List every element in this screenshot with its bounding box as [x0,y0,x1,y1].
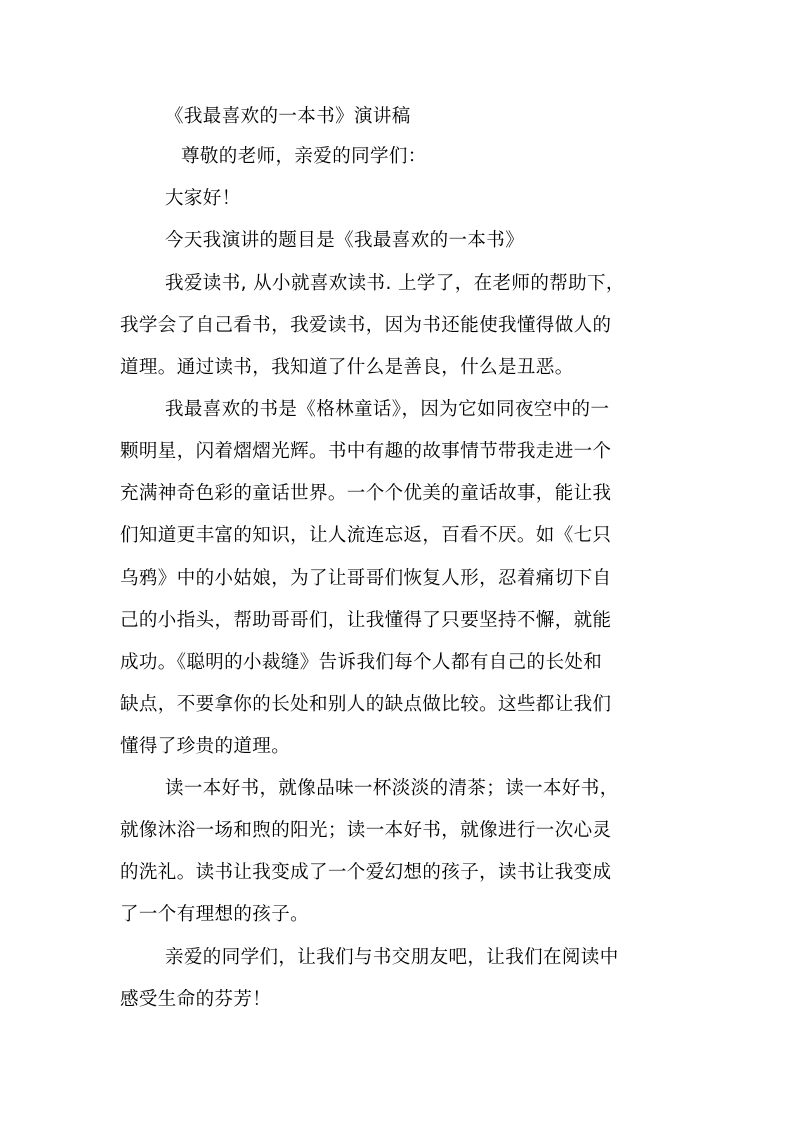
paragraph-2-line-7: 成功。《聪明的小裁缝》告诉我们每个人都有自己的长处和 [120,652,603,673]
paragraph-2-line-5: 乌鸦》中的小姑娘，为了让哥哥们恢复人形，忍着痛切下自 [120,568,612,589]
paragraph-2-line-9: 懂得了珍贵的道理。 [120,736,291,757]
hello-line: 大家好！ [165,188,241,209]
paragraph-2-line-8: 缺点，不要拿你的长处和别人的缺点做比较。这些都让我们 [120,694,612,715]
paragraph-4-line-2: 感受生命的芬芳！ [120,989,272,1010]
paragraph-3-line-3: 的洗礼。读书让我变成了一个爱幻想的孩子，读书让我变成 [120,862,612,883]
paragraph-2-line-6: 己的小指头，帮助哥哥们，让我懂得了只要坚持不懈，就能 [120,610,612,631]
paragraph-1-line-3: 道理。通过读书，我知道了什么是善良，什么是丑恶。 [120,357,574,378]
paragraph-3-line-1: 读一本好书，就像品味一杯淡淡的清茶；读一本好书， [165,778,619,799]
paragraph-3-line-2: 就像沐浴一场和煦的阳光；读一本好书，就像进行一次心灵 [120,820,612,841]
paragraph-2-line-3: 充满神奇色彩的童话世界。一个个优美的童话故事，能让我 [120,483,612,504]
paragraph-4-line-1: 亲爱的同学们，让我们与书交朋友吧，让我们在阅读中 [165,947,619,968]
paragraph-2-line-1: 我最喜欢的书是《格林童话》，因为它如同夜空中的一 [165,399,610,420]
paragraph-2-line-4: 们知道更丰富的知识，让人流连忘返，百看不厌。如《七只 [120,525,612,546]
topic-line: 今天我演讲的题目是《我最喜欢的一本书》 [165,230,525,251]
document-title: 《我最喜欢的一本书》演讲稿 [165,106,411,127]
paragraph-1-line-2: 我学会了自己看书，我爱读书，因为书还能使我懂得做人的 [120,315,612,336]
greeting-line: 尊敬的老师，亲爱的同学们： [181,146,427,167]
paragraph-3-line-4: 了一个有理想的孩子。 [120,904,310,925]
paragraph-1-line-1: 我爱读书, 从小就喜欢读书. 上学了，在老师的帮助下， [165,273,625,294]
paragraph-2-line-2: 颗明星，闪着熠熠光辉。书中有趣的故事情节带我走进一个 [120,441,612,462]
